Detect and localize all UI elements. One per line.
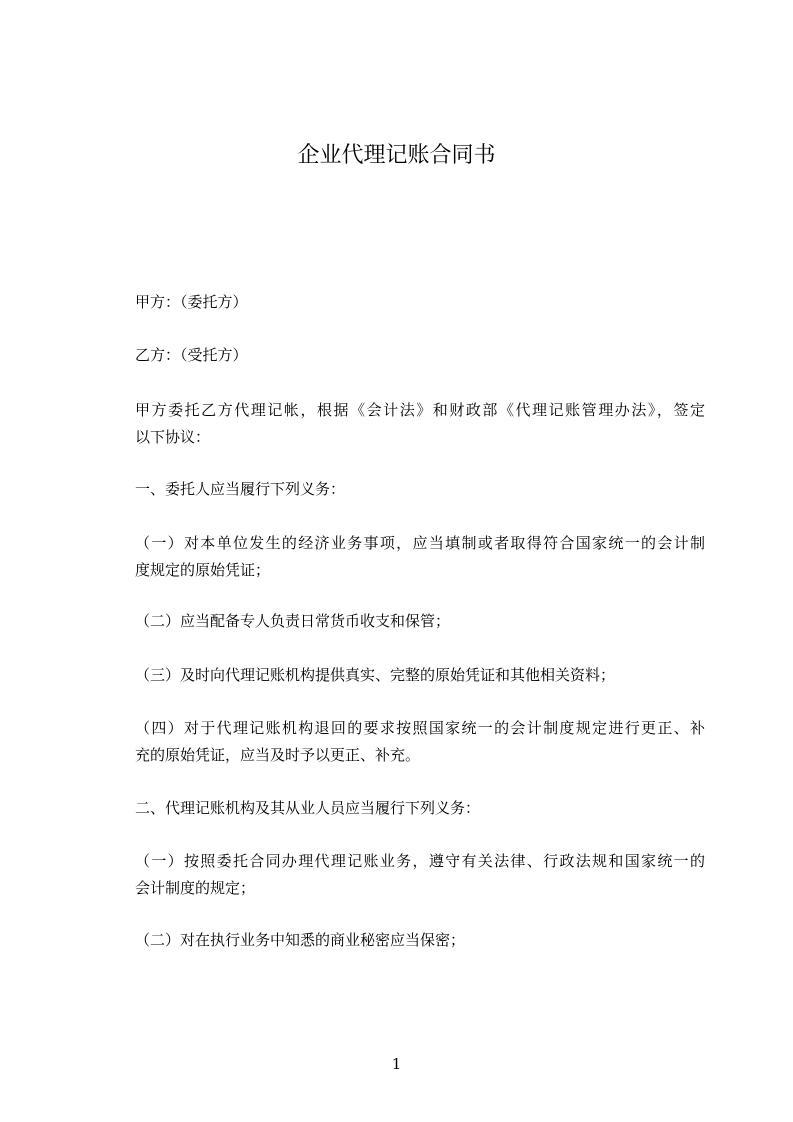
s1-item-2: （二）应当配备专人负责日常货币收支和保管； [135,612,451,630]
s1-item-1-line-1 [135,529,705,558]
intro-line-1-text: 甲方委托乙方代理记帐，根据《会计法》和财政部《代理记账管理办法》，签定 [135,401,705,419]
party-a-line: 甲方：（委托方） [135,293,248,311]
s2-item-1-line-2: 会计制度的规定； [135,879,256,897]
party-b-line: 乙方：（受托方） [135,346,248,364]
section-1-heading: 一、委托人应当履行下列义务： [135,480,346,498]
s1-item-4-line-1 [135,714,705,743]
page-number: 1 [391,1055,402,1073]
s1-item-4-line-1-text: （四）对于代理记账机构退回的要求按照国家统一的会计制度规定进行更正、补 [135,719,705,737]
intro-paragraph-line-2: 以下协议： [135,428,211,446]
intro-paragraph-line-1 [135,396,705,425]
document-title: 企业代理记账合同书 [297,143,496,168]
s1-item-1-line-2: 度规定的原始凭证； [135,561,271,579]
s2-item-1-line-1-text: （一）按照委托合同办理代理记账业务，遵守有关法律、行政法规和国家统一的 [135,852,705,870]
s1-item-3: （三）及时向代理记账机构提供真实、完整的原始凭证和其他相关资料； [135,666,616,684]
s1-item-4-line-2: 充的原始凭证，应当及时予以更正、补充。 [135,746,421,764]
s2-item-2: （二）对在执行业务中知悉的商业秘密应当保密； [135,931,466,949]
s1-item-1-line-1-text: （一）对本单位发生的经济业务事项，应当填制或者取得符合国家统一的会计制 [135,534,705,552]
section-2-heading: 二、代理记账机构及其从业人员应当履行下列义务： [135,799,481,817]
s2-item-1-line-1 [135,847,705,876]
